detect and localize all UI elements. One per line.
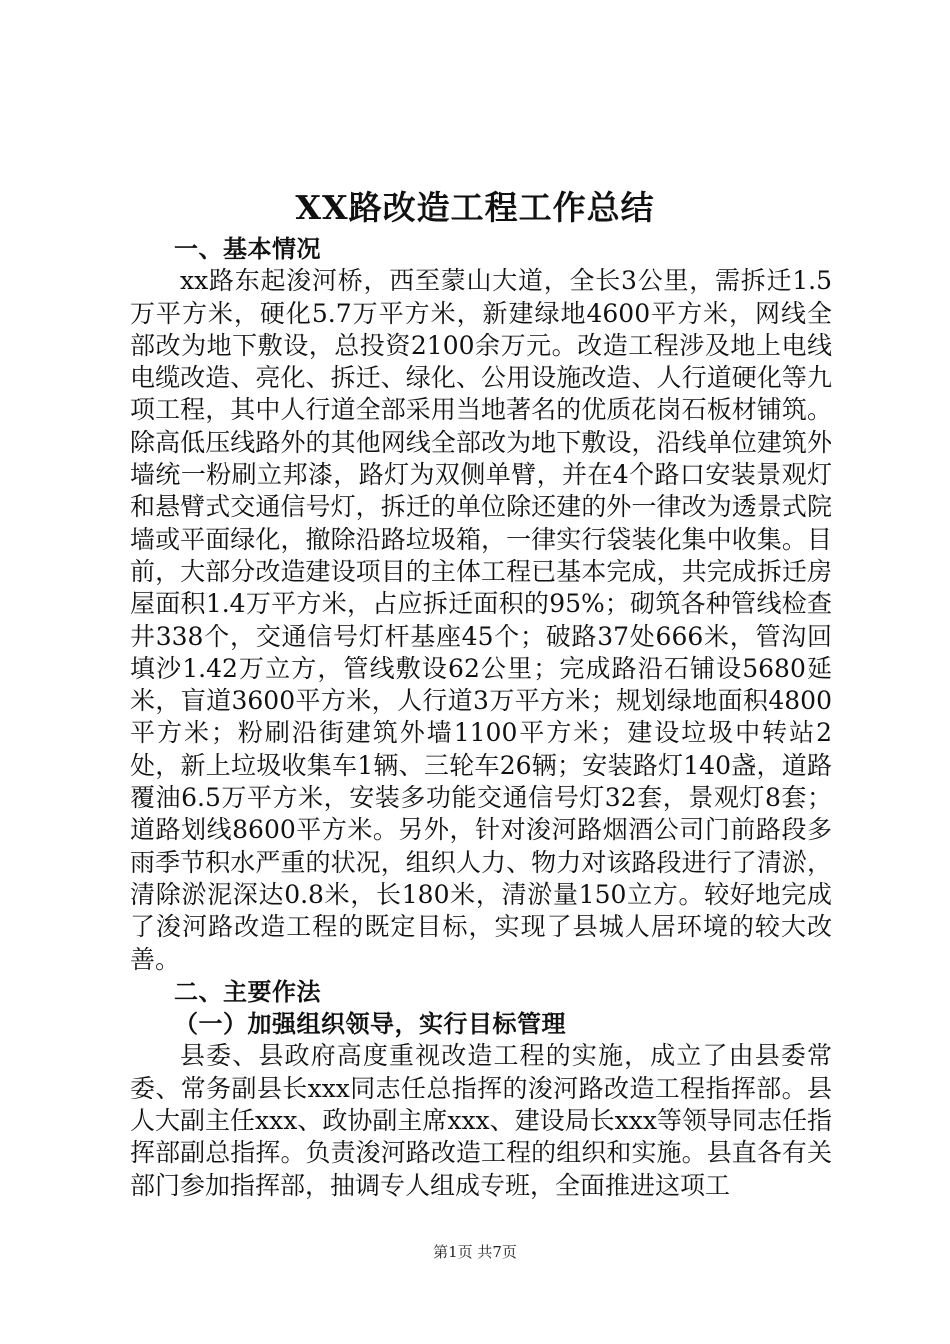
document-body bbox=[130, 233, 832, 1202]
section-heading-basic-situation: 一、基本情况 bbox=[174, 235, 321, 263]
document-title: XX路改造工程工作总结 bbox=[295, 188, 655, 227]
subsection-heading-organization: （一）加强组织领导，实行目标管理 bbox=[174, 1010, 566, 1039]
paragraph-basic-situation: xx路东起浚河桥，西至蒙山大道，全长3公里，需拆迁1.5万平方米，硬化5.7万平方米，新建绿地4600平方米，网线全部改为地下敷设，总投资2100余万元。改造工程涉及地上电线电缆改造、亮化、拆迁、绿化、公用设施改造、人行道硬化等九项工程，其中人行道全部采用当地著名的优质花岗石板材铺筑。除高低压线路外的其他网线全部改为地下敷设，沿线单位建筑外墙统一粉刷立邦漆，路灯为双侧单臂，并在4个路口安装景观灯和悬臂式交通信号灯，拆迁的单位除还建的外一律改为透景式院墙或平面绿化，撤除沿路垃圾箱，一律实行袋装化集中收集。目前，大部分改造建设项目的主体工程已基本完成，共完成拆迁房屋面积1.4万平方米，占应拆迁面积的95%；砌筑各种管线检查井338个，交通信号灯杆基座45个；破路37处666米，管沟回填沙1.42万立方，管线敷设62公里；完成路沿石铺设5680延米，盲道3600平方米，人行道3万平方米；规划绿地面积4800平方米；粉刷沿街建筑外墙1100平方米；建设垃圾中转站2处，新上垃圾收集车1辆、三轮车26辆；安装路灯140盏，道路覆油6.5万平方米，安装多功能交通信号灯32套，景观灯8套；道路划线8600平方米。另外，针对浚河路烟酒公司门前路段多雨季节积水严重的状况，组织人力、物力对该路段进行了清淤，清除淤泥深达0.8米，长180米，清淤量150立方。较好地完成了浚河路改造工程的既定目标，实现了县城人居环境的较大改善。 bbox=[130, 266, 832, 974]
page-footer: 第1页 共7页 bbox=[433, 1243, 517, 1261]
section-heading-main-methods: 二、主要作法 bbox=[174, 977, 321, 1006]
paragraph-organization: 县委、县政府高度重视改造工程的实施，成立了由县委常委、常务副县长xxx同志任总指挥的浚河路改造工程指挥部。县人大副主任xxx、政协副主席xxx、建设局长xxx等领导同志任指挥部副总指挥。负责浚河路改造工程的组织和实施。县直各有关部门参加指挥部，抽调专人组成专班，全面推进这项工 bbox=[130, 1041, 832, 1200]
